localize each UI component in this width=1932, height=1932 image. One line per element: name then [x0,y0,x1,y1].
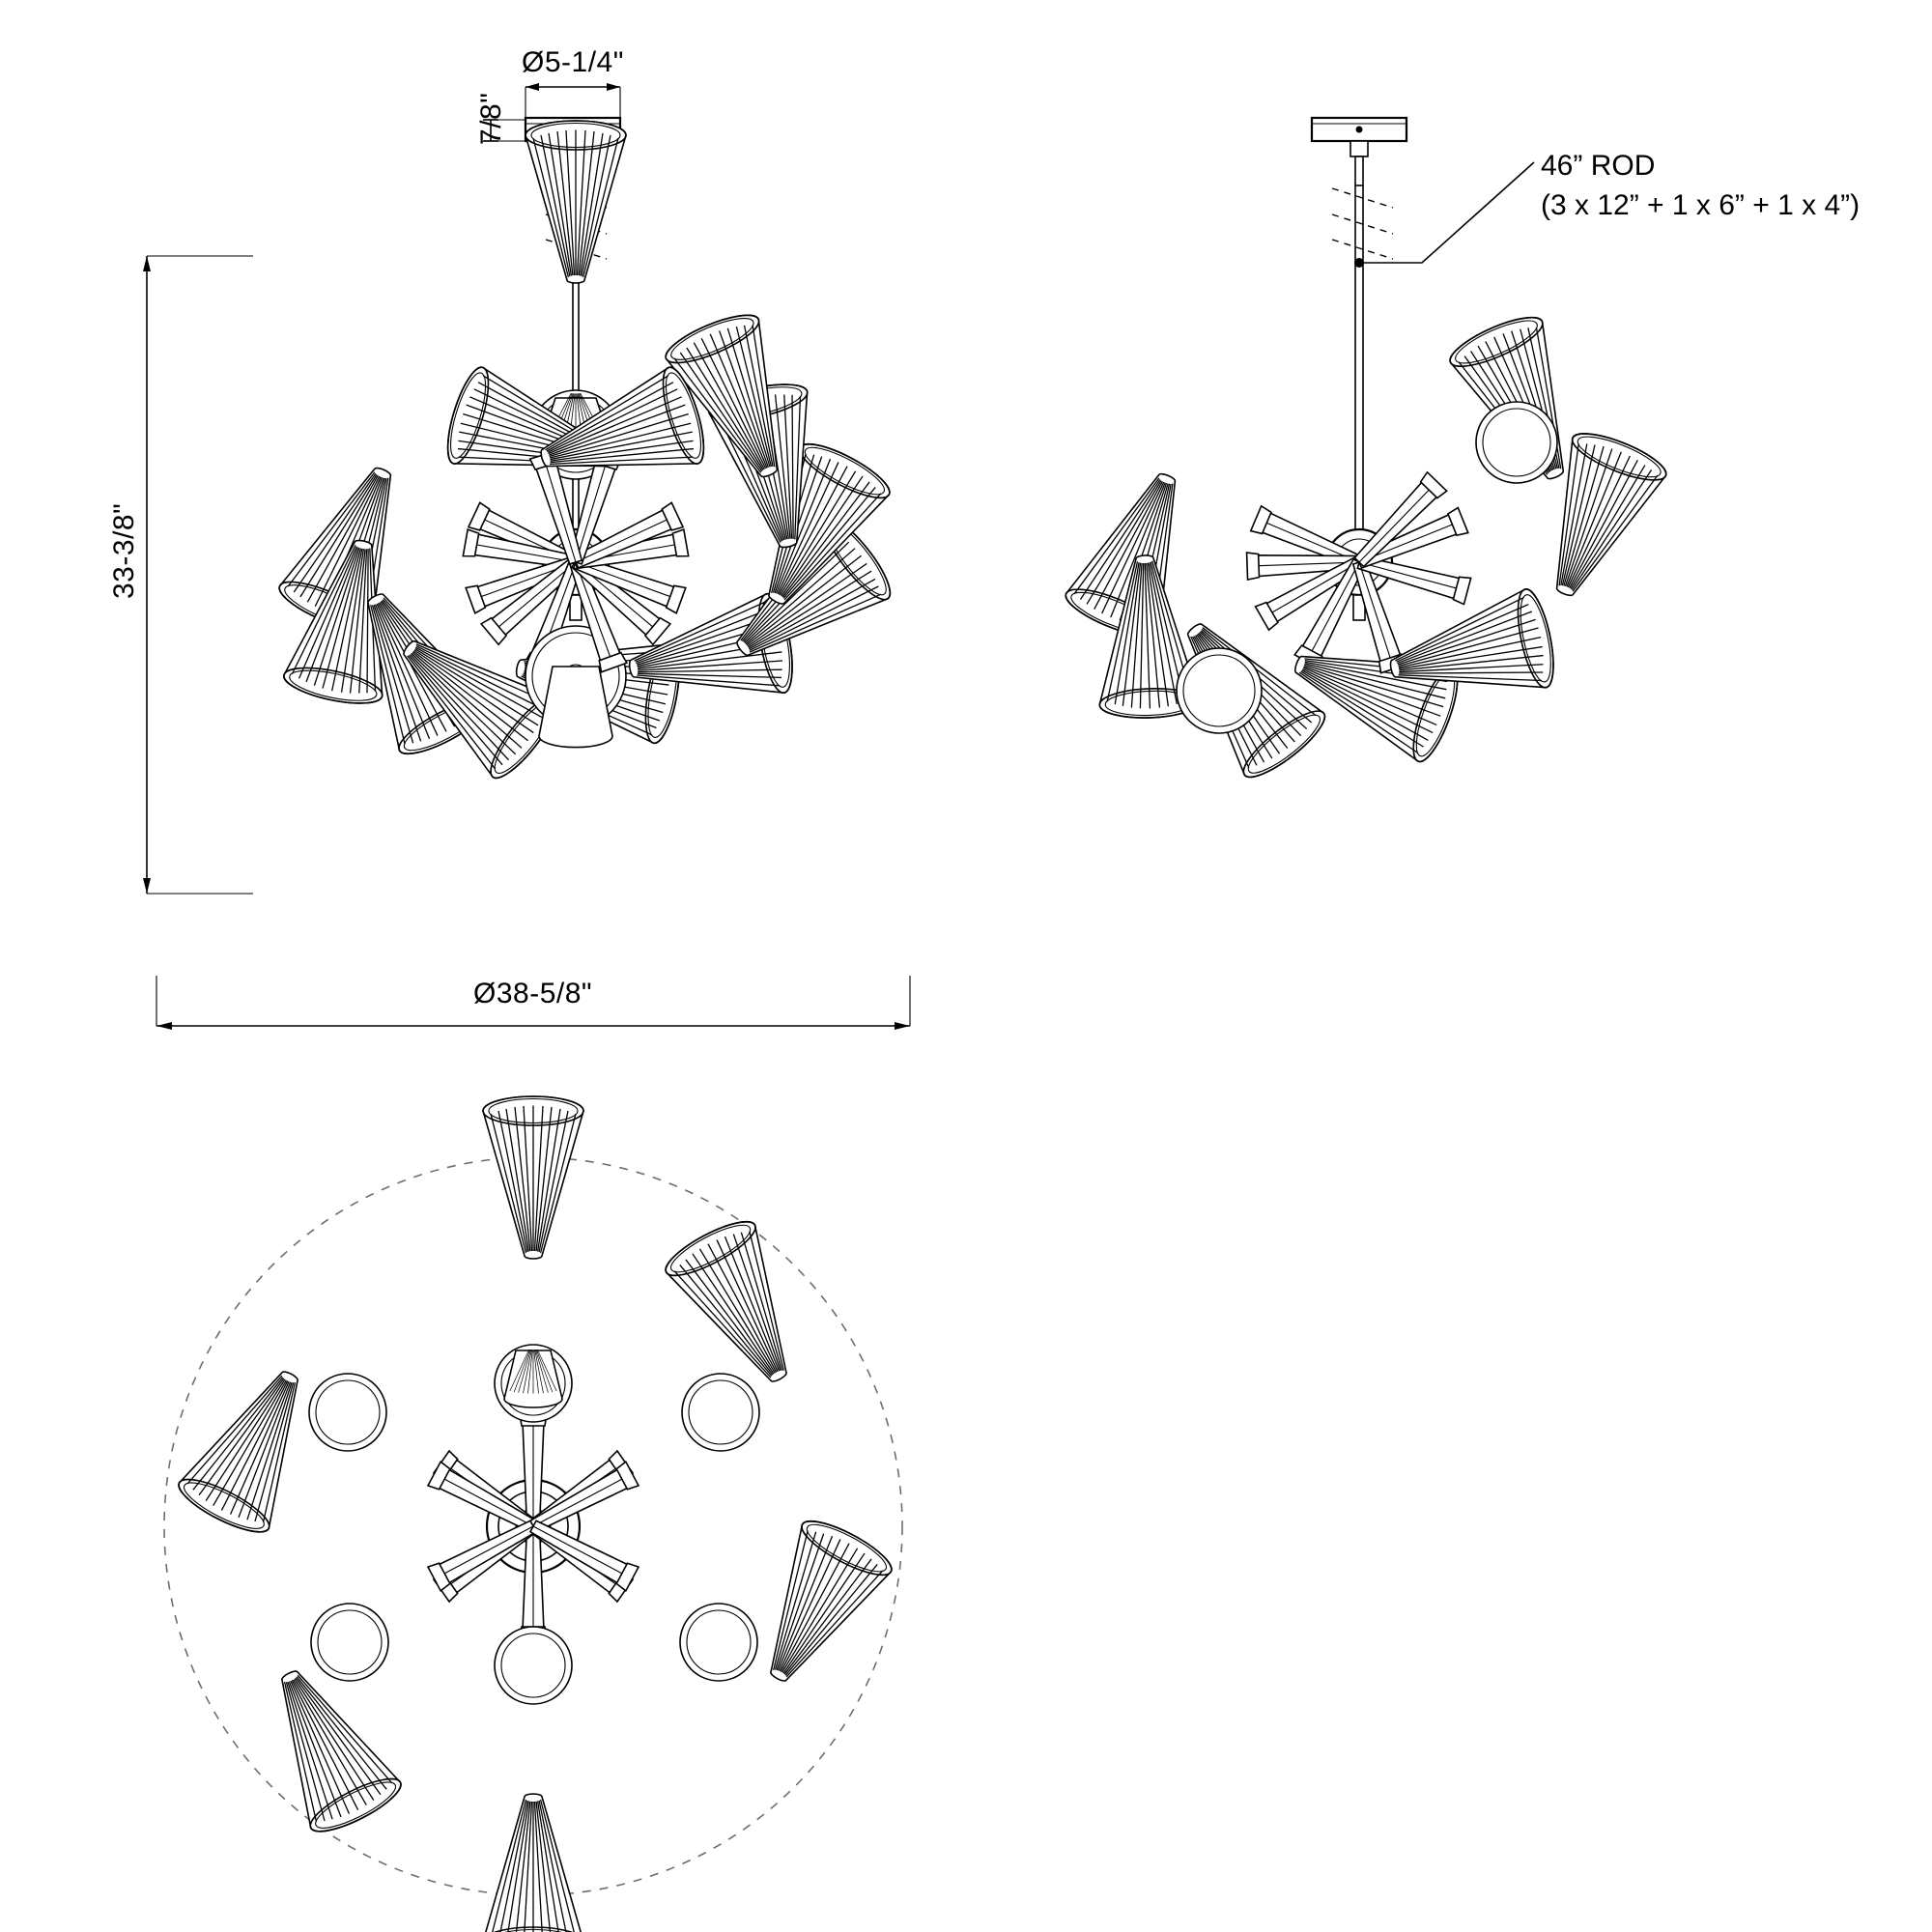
canopy-diameter-dimension [526,83,620,118]
note-rod-length [1541,147,1860,225]
dimension-canopy-diameter: Ø5-1/4" [522,46,624,78]
plan-view [164,1096,902,1932]
plan-shade-bottom [483,1794,583,1932]
rod-note-leader [1354,162,1534,268]
note-rod-line1: 46” ROD [1541,150,1656,182]
dimension-canopy-height: 7/8" [475,92,507,145]
plan-shade-ur [660,1212,825,1403]
plan-shade-ll-head [311,1604,388,1681]
plan-shade-ul [173,1351,336,1542]
shade-15 [526,121,626,283]
plan-shade-inner-bottom [495,1627,572,1704]
plan-shade-top [483,1096,583,1259]
front-elevation-view [143,83,910,1030]
plan-shade-ll [243,1651,407,1841]
plan-shade-ul-head [309,1374,386,1451]
plan-shade-ur-head [682,1374,759,1451]
side-shade-9-headon [1476,402,1557,483]
dimension-overall-height: 33-3/8" [108,502,140,599]
plan-shade-lr-head [680,1604,757,1681]
side-shade-8-headon [1177,648,1262,733]
note-rod-line2: (3 x 12” + 1 x 6” + 1 x 4”) [1541,188,1861,221]
plan-shade-lr [733,1512,898,1702]
overall-height-dimension [143,256,253,894]
shade-6-skirt [539,667,612,748]
dimension-overall-diameter: Ø38-5/8" [473,978,593,1009]
